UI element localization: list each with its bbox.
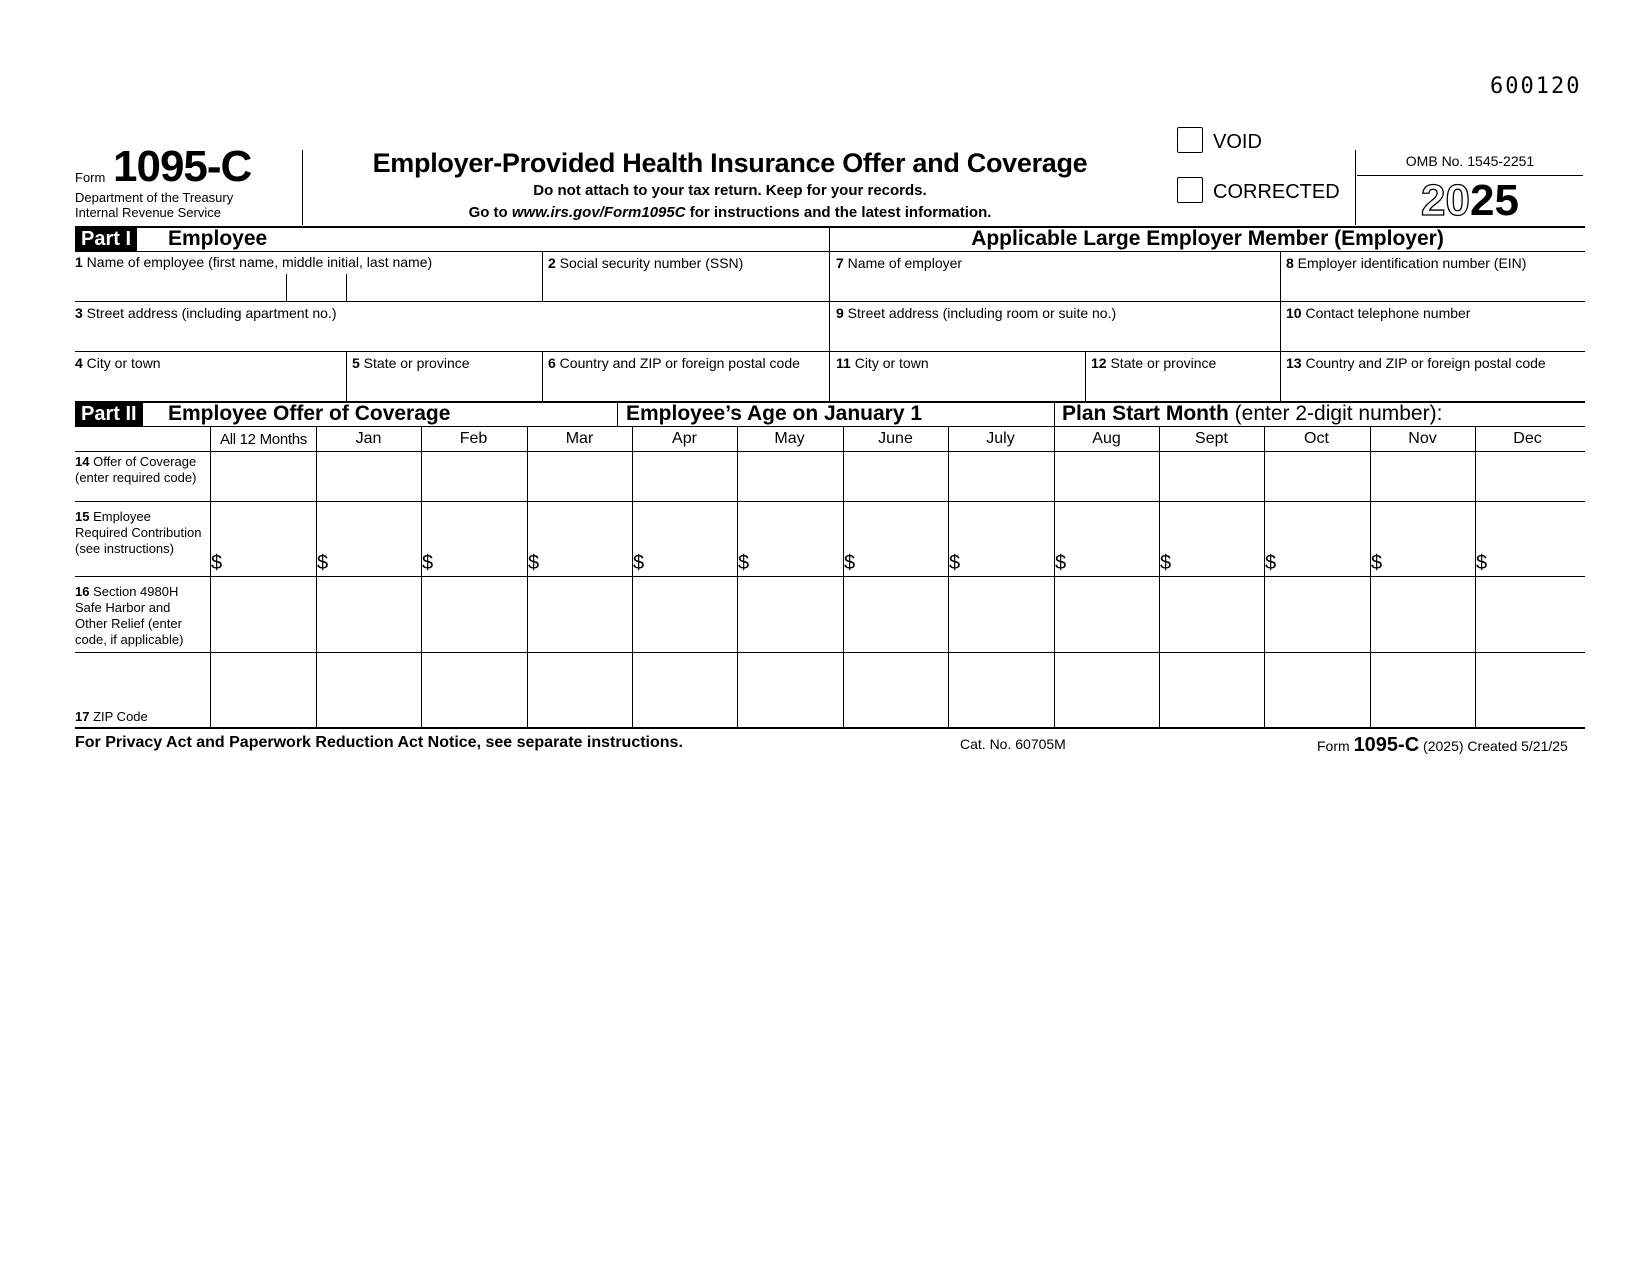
row17-cell-june[interactable] <box>844 653 947 726</box>
row14-cell-may[interactable] <box>738 452 841 500</box>
part2-title: Employee Offer of Coverage <box>168 402 451 425</box>
row14-cell-all-12-months[interactable] <box>211 452 314 500</box>
row17-cell-all-12-months[interactable] <box>211 653 314 726</box>
row17-cell-feb[interactable] <box>422 653 525 726</box>
row-17-zip-code: 17 ZIP Code <box>75 709 148 724</box>
dollar-sign: $ <box>211 552 223 574</box>
instructions-url[interactable]: www.irs.gov/Form1095C <box>511 204 686 221</box>
department-line-1: Department of the Treasury <box>75 190 234 205</box>
dollar-sign: $ <box>1371 552 1383 574</box>
catalog-number: Cat. No. 60705M <box>960 736 1066 752</box>
field-8-ein[interactable]: 8 Employer identification number (EIN) <box>1286 255 1527 271</box>
row17-cell-aug[interactable] <box>1055 653 1158 726</box>
row16-cell-all-12-months[interactable] <box>211 577 314 651</box>
col-dec: Dec <box>1513 430 1542 447</box>
field-2-ssn[interactable]: 2 Social security number (SSN) <box>548 255 744 271</box>
field-6-country-zip[interactable]: 6 Country and ZIP or foreign postal code <box>548 355 800 371</box>
header-divider-left <box>302 150 303 225</box>
subtitle-suffix: for instructions and the latest information. <box>685 204 992 221</box>
part2-header-divider-2 <box>1054 401 1055 426</box>
row15-cell-sept[interactable] <box>1160 502 1263 575</box>
corrected-checkbox[interactable] <box>1177 177 1203 203</box>
row16-cell-aug[interactable] <box>1055 577 1158 651</box>
tax-year-bold: 25 <box>1470 176 1519 225</box>
row16-cell-feb[interactable] <box>422 577 525 651</box>
void-label: VOID <box>1213 131 1262 153</box>
row15-cell-july[interactable] <box>949 502 1052 575</box>
form-word: Form <box>75 170 106 185</box>
row14-cell-june[interactable] <box>844 452 947 500</box>
form-code: 600120 <box>1490 74 1582 99</box>
row15-cell-oct[interactable] <box>1265 502 1368 575</box>
row14-cell-dec[interactable] <box>1476 452 1579 500</box>
name-tick-2 <box>346 274 347 301</box>
tax-year <box>1357 176 1583 226</box>
dollar-sign: $ <box>949 552 961 574</box>
row14-cell-jan[interactable] <box>317 452 420 500</box>
dollar-sign: $ <box>738 552 750 574</box>
col-sept: Sept <box>1195 430 1228 447</box>
footer-form-id: Form 1095-C (2025) Created 5/21/25 <box>1317 734 1568 756</box>
row16-cell-apr[interactable] <box>633 577 736 651</box>
col-jan: Jan <box>355 430 382 447</box>
row15-cell-jan[interactable] <box>317 502 420 575</box>
field-7-employer-name[interactable]: 7 Name of employer <box>836 255 963 271</box>
divider-1-2 <box>542 251 543 301</box>
row17-cell-jan[interactable] <box>317 653 420 726</box>
row15-cell-nov[interactable] <box>1371 502 1474 575</box>
form-number: 1095-C <box>113 142 252 191</box>
row15-cell-feb[interactable] <box>422 502 525 575</box>
corrected-label: CORRECTED <box>1213 181 1340 203</box>
row16-cell-may[interactable] <box>738 577 841 651</box>
col-aug: Aug <box>1092 430 1121 447</box>
row15-cell-apr[interactable] <box>633 502 736 575</box>
row14-cell-feb[interactable] <box>422 452 525 500</box>
row-14-offer-of-coverage: 14 Offer of Coverage (enter required code) <box>75 454 197 485</box>
header-divider-right <box>1355 150 1356 225</box>
subtitle-prefix: Go to <box>468 204 512 221</box>
row16-cell-june[interactable] <box>844 577 947 651</box>
divider-5-6 <box>542 351 543 401</box>
field-11-employer-city[interactable]: 11 City or town <box>836 355 929 371</box>
department-line-2: Internal Revenue Service <box>75 205 221 220</box>
row17-cell-mar[interactable] <box>528 653 631 726</box>
col-all-12-months: All 12 Months <box>220 431 307 448</box>
dollar-sign: $ <box>1476 552 1488 574</box>
row14-cell-july[interactable] <box>949 452 1052 500</box>
department <box>75 190 233 220</box>
row16-cell-jan[interactable] <box>317 577 420 651</box>
col-apr: Apr <box>672 430 697 447</box>
row15-cell-may[interactable] <box>738 502 841 575</box>
row17-cell-sept[interactable] <box>1160 653 1263 726</box>
row17-cell-dec[interactable] <box>1476 653 1579 726</box>
part2-header-rule <box>75 426 1585 427</box>
col-june: June <box>878 430 913 447</box>
omb-number: OMB No. 1545-2251 <box>1405 153 1535 169</box>
part2-tag: Part II <box>75 402 143 426</box>
field-3-street-address[interactable]: 3 Street address (including apartment no.) <box>75 305 337 321</box>
dollar-sign: $ <box>633 552 645 574</box>
row17-cell-apr[interactable] <box>633 653 736 726</box>
divider-4-5 <box>346 351 347 401</box>
dollar-sign: $ <box>1160 552 1172 574</box>
divider-12-13 <box>1280 351 1281 401</box>
form-title: Employer-Provided Health Insurance Offer and Coverage <box>372 148 1088 178</box>
dollar-sign: $ <box>422 552 434 574</box>
field-10-contact-phone[interactable]: 10 Contact telephone number <box>1286 305 1471 321</box>
field-4-city[interactable]: 4 City or town <box>75 355 161 371</box>
row15-cell-june[interactable] <box>844 502 947 575</box>
row17-cell-may[interactable] <box>738 653 841 726</box>
part1-header-rule <box>75 251 1585 252</box>
row17-rule <box>75 727 1585 729</box>
row17-cell-july[interactable] <box>949 653 1052 726</box>
col-july: July <box>986 430 1015 447</box>
field-5-state[interactable]: 5 State or province <box>352 355 470 371</box>
row16-cell-mar[interactable] <box>528 577 631 651</box>
field-12-employer-state[interactable]: 12 State or province <box>1091 355 1217 371</box>
row14-cell-apr[interactable] <box>633 452 736 500</box>
field-1-employee-name[interactable]: 1 Name of employee (first name, middle initial, last name) <box>75 254 433 270</box>
row14-cell-mar[interactable] <box>528 452 631 500</box>
row16-cell-oct[interactable] <box>1265 577 1368 651</box>
row2-rule <box>75 351 1585 352</box>
dollar-sign: $ <box>1055 552 1067 574</box>
row14-cell-oct[interactable] <box>1265 452 1368 500</box>
row1-rule <box>75 301 1585 302</box>
row14-cell-sept[interactable] <box>1160 452 1263 500</box>
col-nov: Nov <box>1408 430 1437 447</box>
employer-section-title: Applicable Large Employer Member (Employer) <box>971 227 1444 250</box>
dollar-sign: $ <box>1265 552 1277 574</box>
dollar-sign: $ <box>528 552 540 574</box>
privacy-notice: For Privacy Act and Paperwork Reduction Act Notice, see separate instructions. <box>75 734 683 751</box>
tax-year-outline: 20 <box>1421 176 1470 225</box>
col-oct: Oct <box>1304 430 1329 447</box>
part1-tag: Part I <box>75 227 137 251</box>
form-subtitle-2 <box>310 204 1150 221</box>
row-15-employee-contribution: 15 Employee Required Contribution (see instructions) <box>75 509 202 556</box>
field-13-employer-country-zip[interactable]: 13 Country and ZIP or foreign postal code <box>1286 355 1546 371</box>
part1-title: Employee <box>168 227 268 250</box>
field-9-employer-street[interactable]: 9 Street address (including room or suite no.) <box>836 305 1117 321</box>
row15-cell-dec[interactable] <box>1476 502 1579 575</box>
row14-cell-aug[interactable] <box>1055 452 1158 500</box>
row16-cell-july[interactable] <box>949 577 1052 651</box>
row15-cell-mar[interactable] <box>528 502 631 575</box>
employee-age-label[interactable]: Employee’s Age on January 1 <box>626 402 923 425</box>
dollar-sign: $ <box>844 552 856 574</box>
divider-11-12 <box>1085 351 1086 401</box>
row15-cell-all-12-months[interactable] <box>211 502 314 575</box>
plan-start-month-label[interactable]: Plan Start Month (enter 2-digit number): <box>1062 402 1443 425</box>
row16-cell-sept[interactable] <box>1160 577 1263 651</box>
employee-employer-divider <box>829 226 830 401</box>
row16-cell-dec[interactable] <box>1476 577 1579 651</box>
col-mar: Mar <box>565 430 594 447</box>
row16-cell-nov[interactable] <box>1371 577 1474 651</box>
row17-cell-oct[interactable] <box>1265 653 1368 726</box>
col-may: May <box>774 430 805 447</box>
row17-cell-nov[interactable] <box>1371 653 1474 726</box>
row-16-section-4980h: 16 Section 4980H Safe Harbor and Other Relief (enter code, if applicable) <box>75 584 184 647</box>
form-subtitle-1: Do not attach to your tax return. Keep for your records. <box>533 182 927 199</box>
col-feb: Feb <box>459 430 488 447</box>
dollar-sign: $ <box>317 552 329 574</box>
part2-header-divider-1 <box>617 401 618 426</box>
void-checkbox[interactable] <box>1177 127 1203 153</box>
row14-cell-nov[interactable] <box>1371 452 1474 500</box>
row15-cell-aug[interactable] <box>1055 502 1158 575</box>
name-tick-1 <box>286 274 287 301</box>
